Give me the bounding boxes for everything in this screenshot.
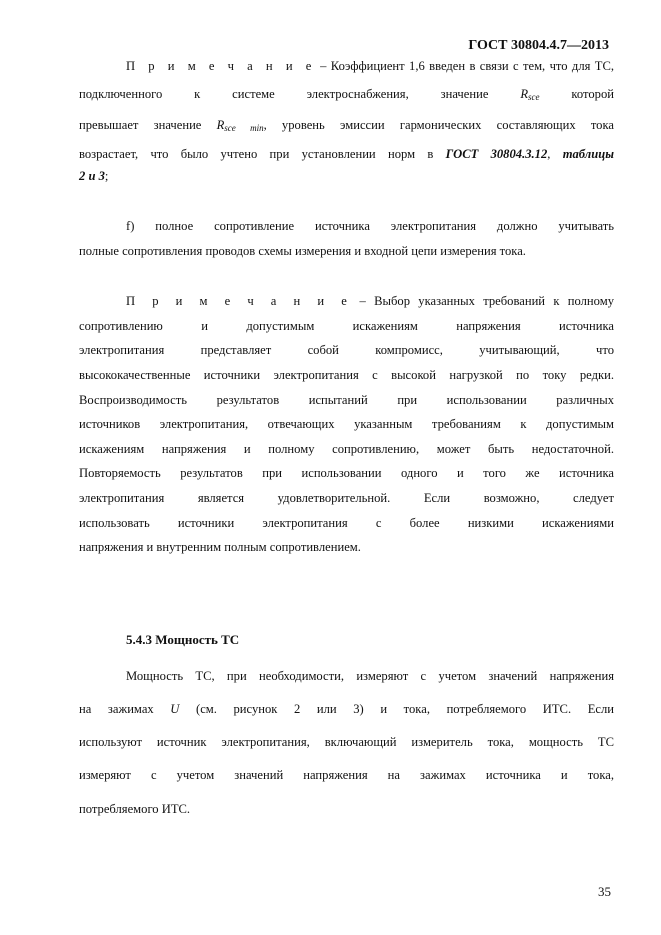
- note-2-line-10: использовать источники электропитания с более низкими искажениями: [79, 516, 614, 530]
- note-1-line-3: превышает значение Rsce min, уровень эмиссии гармонических составляющих тока: [79, 118, 614, 133]
- note-1-line-4: возрастает, что было учтено при установлении норм в ГОСТ 30804.3.12, таблицы: [79, 147, 614, 161]
- note-2-line-8: Повторяемость результатов при использовании одного и того же источника: [79, 466, 614, 480]
- section-line-4: измеряют с учетом значений напряжения на зажимах источника и тока,: [79, 768, 614, 782]
- item-f-line-1: f) полное сопротивление источника электропитания должно учитывать: [126, 219, 614, 233]
- section-line-2: на зажимах U (см. рисунок 2 или 3) и тока, потребляемого ИТС. Если: [79, 702, 614, 716]
- note-1-line-2: подключенного к системе электроснабжения, значение Rsce которой: [79, 87, 614, 102]
- note-2-line-5: Воспроизводимость результатов испытаний при использовании различных: [79, 393, 614, 407]
- note-2-line-3: электропитания представляет собой компромисс, учитывающий, что: [79, 343, 614, 357]
- note-2-line-4: высококачественные источники электропитания с высокой нагрузкой по току редки.: [79, 368, 614, 382]
- note-2-line-9: электропитания является удовлетворительной. Если возможно, следует: [79, 491, 614, 505]
- note-1-line-5: 2 и 3;: [79, 169, 109, 183]
- section-line-3: используют источник электропитания, включающий измеритель тока, мощность ТС: [79, 735, 614, 749]
- note-1-line-1: П р и м е ч а н и е – Коэффициент 1,6 введен в связи с тем, что для ТС,: [126, 59, 615, 73]
- note-2-line-2: сопротивлению и допустимым искажениям напряжения источника: [79, 319, 614, 333]
- item-f-line-2: полные сопротивления проводов схемы измерения и входной цепи измерения тока.: [79, 244, 526, 258]
- section-line-1: Мощность ТС, при необходимости, измеряют с учетом значений напряжения: [126, 669, 614, 683]
- note-2-line-7: искажениям напряжения и полному сопротивлению, может быть недостаточной.: [79, 442, 614, 456]
- note-2-line-11: напряжения и внутренним полным сопротивлением.: [79, 540, 361, 554]
- section-line-5: потребляемого ИТС.: [79, 802, 191, 816]
- note-2-line-1: П р и м е ч а н и е – Выбор указанных требований к полному: [126, 294, 614, 308]
- note-2-line-6: источников электропитания, отвечающих указанным требованиям к допустимым: [79, 417, 614, 431]
- page-number: 35: [598, 884, 611, 899]
- document-header: ГОСТ 30804.4.7—2013: [468, 38, 609, 53]
- section-title: 5.4.3 Мощность ТС: [126, 632, 240, 647]
